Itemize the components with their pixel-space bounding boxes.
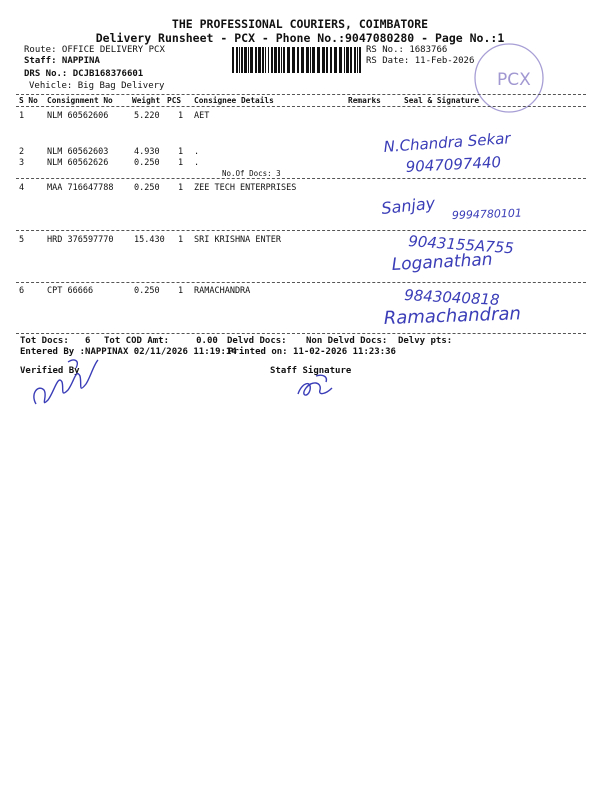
row3-weight: 0.250 <box>134 158 160 168</box>
delivered-docs: Delvd Docs: <box>227 336 287 346</box>
row6-consignee: RAMACHANDRA <box>194 286 251 296</box>
row5-pcs: 1 <box>178 235 184 245</box>
recipient-signatures <box>0 0 600 340</box>
verified-by-label: Verified By <box>20 366 80 376</box>
entered-by: Entered By :NAPPINAX 02/11/2026 11:19:14 <box>20 347 237 357</box>
total-docs: Tot Docs: 6 <box>20 336 91 346</box>
col-pcs: PCS <box>167 96 182 105</box>
row6-sno: 6 <box>19 286 25 296</box>
col-remarks: Remarks <box>348 96 381 105</box>
printed-on: Printed on: 11-02-2026 11:23:36 <box>228 347 396 357</box>
row5-consignment: HRD 376597770 <box>47 235 114 245</box>
row5-sno: 5 <box>19 235 25 245</box>
row2-consignee: . <box>194 147 200 157</box>
signature-3-name: Loganathan <box>391 249 494 275</box>
staff-signature-label: Staff Signature <box>270 366 352 376</box>
row2-weight: 4.930 <box>134 147 160 157</box>
stamp-text: PCX <box>497 70 531 90</box>
row1-pcs: 1 <box>178 111 184 121</box>
row3-consignment: NLM 60562626 <box>47 158 109 168</box>
row1-consignee: AET <box>194 111 210 121</box>
row6-consignment: CPT 66666 <box>47 286 94 296</box>
page-subtitle: Delivery Runsheet - PCX - Phone No.:9047080280 - Page No.:1 <box>95 31 505 45</box>
row5-consignee: SRI KRISHNA ENTER <box>194 235 281 245</box>
row1-weight: 5.220 <box>134 111 160 121</box>
group-docs-note: No.Of Docs: 3 <box>222 169 281 178</box>
col-weight: Weight <box>132 96 161 105</box>
row4-consignee: ZEE TECH ENTERPRISES <box>194 183 297 193</box>
signature-3-phone: 9043155A755 <box>407 232 515 258</box>
verifier-signature <box>28 354 108 414</box>
row3-sno: 3 <box>19 158 25 168</box>
row4-sno: 4 <box>19 183 25 193</box>
signature-1-phone: 9047097440 <box>405 153 502 176</box>
vehicle-label: Vehicle: Big Bag Delivery <box>29 81 165 91</box>
row2-pcs: 1 <box>178 147 184 157</box>
drs-number: DRS No.: DCJB168376601 <box>24 69 144 79</box>
signature-2-name: Sanjay <box>380 193 436 218</box>
row3-pcs: 1 <box>178 158 184 168</box>
row2-consignment: NLM 60562603 <box>47 147 109 157</box>
rs-date: RS Date: 11-Feb-2026 <box>366 56 475 66</box>
signature-1-name: N.Chandra Sekar <box>383 129 512 156</box>
non-delivered-docs: Non Delvd Docs: <box>306 336 388 346</box>
row4-pcs: 1 <box>178 183 184 193</box>
delivery-points: Delvy pts: <box>398 336 453 346</box>
row3-consignee: . <box>194 158 200 168</box>
col-sno: S No <box>19 96 38 105</box>
col-seal: Seal & Signature <box>404 96 480 105</box>
col-consignment: Consignment No <box>47 96 113 105</box>
rs-number: RS No.: 1683766 <box>366 45 448 55</box>
row6-weight: 0.250 <box>134 286 160 296</box>
staff-signature-scribble <box>292 372 342 402</box>
route-label: Route: OFFICE DELIVERY PCX <box>24 45 165 55</box>
col-consignee: Consignee Details <box>194 96 274 105</box>
row1-consignment: NLM 60562606 <box>47 111 109 121</box>
row4-weight: 0.250 <box>134 183 160 193</box>
staff-label: Staff: NAPPINA <box>24 56 100 66</box>
row5-weight: 15.430 <box>134 235 165 245</box>
total-cod-amount: Tot COD Amt: 0.00 <box>104 336 218 346</box>
row4-consignment: MAA 716647788 <box>47 183 114 193</box>
row1-sno: 1 <box>19 111 25 121</box>
page-title: THE PROFESSIONAL COURIERS, COIMBATORE <box>171 17 429 31</box>
row2-sno: 2 <box>19 147 25 157</box>
signature-4-phone: 9843040818 <box>403 286 501 309</box>
signature-4-name: Ramachandran <box>383 303 522 329</box>
signature-2-phone: 9994780101 <box>451 206 523 222</box>
row6-pcs: 1 <box>178 286 184 296</box>
